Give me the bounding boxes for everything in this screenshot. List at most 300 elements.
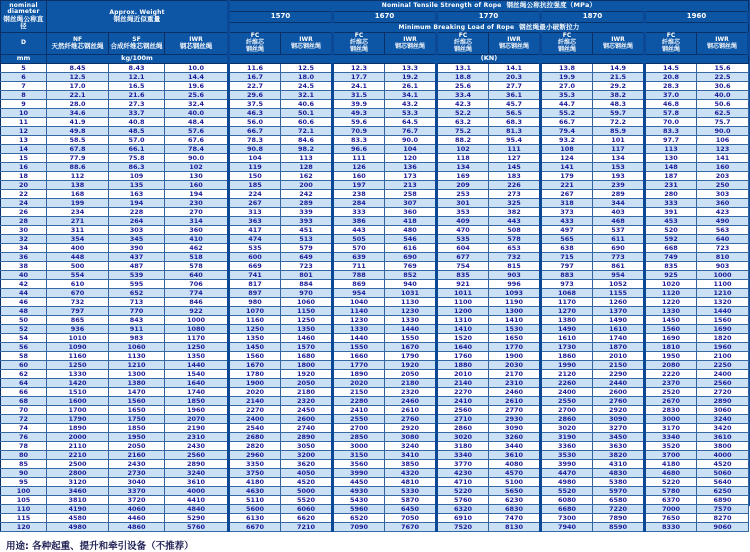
cell-value: 3770 <box>437 460 489 469</box>
table-row <box>1 91 749 100</box>
cell-value: 41.9 <box>47 118 109 127</box>
cell-diameter: 95 <box>1 478 47 487</box>
cell-value: 1750 <box>109 415 165 424</box>
cell-value: 711 <box>333 262 385 271</box>
cell-value: 1560 <box>645 325 697 334</box>
cell-value: 1080 <box>165 325 229 334</box>
cell-value: 903 <box>697 262 749 271</box>
cell-value: 546 <box>385 235 437 244</box>
cell-diameter: 85 <box>1 460 47 469</box>
cell-value: 72.1 <box>281 127 333 136</box>
cell-value: 1730 <box>541 343 593 352</box>
table-row <box>1 145 749 154</box>
cell-value: 360 <box>165 226 229 235</box>
cell-value: 280 <box>645 190 697 199</box>
cell-value: 1640 <box>437 343 489 352</box>
cell-diameter: 16 <box>1 163 47 172</box>
cell-value: 4840 <box>165 505 229 514</box>
cell-value: 2540 <box>229 424 281 433</box>
cell-value: 1100 <box>697 280 749 289</box>
cell-value: 14.1 <box>489 64 541 73</box>
cell-diameter: 5 <box>1 64 47 73</box>
cell-value: 32.1 <box>281 91 333 100</box>
table-row <box>1 343 749 352</box>
cell-value: 1052 <box>593 280 645 289</box>
cell-diameter: 40 <box>1 271 47 280</box>
cell-value: 1060 <box>281 298 333 307</box>
cell-value: 1330 <box>47 370 109 379</box>
cell-value: 616 <box>385 244 437 253</box>
cell-value: 10.0 <box>165 64 229 73</box>
cell-value: 797 <box>541 262 593 271</box>
cell-value: 5650 <box>489 487 541 496</box>
cell-value: 37.5 <box>229 100 281 109</box>
band-tensile-strength <box>229 1 749 12</box>
cell-value: 1380 <box>541 316 593 325</box>
cell-value: 393 <box>281 217 333 226</box>
cell-value: 563 <box>697 226 749 235</box>
cell-value: 6080 <box>541 496 593 505</box>
cell-value: 25.6 <box>165 91 229 100</box>
cell-value: 55.2 <box>541 109 593 118</box>
cell-value: 68.3 <box>489 118 541 127</box>
cell-value: 2070 <box>165 415 229 424</box>
cell-value: 6320 <box>437 505 489 514</box>
cell-value: 46.8 <box>645 100 697 109</box>
cell-value: 318 <box>541 199 593 208</box>
cell-value: 48.3 <box>593 100 645 109</box>
label: 钢丝绳 <box>349 45 368 53</box>
cell-value: 715 <box>541 253 593 262</box>
cell-value: 83.3 <box>645 127 697 136</box>
cell-value: 267 <box>229 199 281 208</box>
cell-value: 162 <box>281 172 333 181</box>
cell-value: 1530 <box>489 325 541 334</box>
label: SF <box>132 35 141 43</box>
cell-value: 1850 <box>165 397 229 406</box>
table-row <box>1 253 749 262</box>
cell-value: 96.6 <box>333 145 385 154</box>
table-row <box>1 496 749 505</box>
cell-value: 6620 <box>281 514 333 523</box>
cell-value: 169 <box>437 172 489 181</box>
table-row <box>1 118 749 127</box>
cell-value: 3050 <box>281 442 333 451</box>
cell-value: 2710 <box>437 415 489 424</box>
cell-value: 18.8 <box>437 73 489 82</box>
cell-value: 160 <box>333 172 385 181</box>
cell-value: 303 <box>697 190 749 199</box>
table-row <box>1 100 749 109</box>
col-header-nominal-diameter <box>1 1 47 33</box>
cell-value: 29.2 <box>593 82 645 91</box>
table-row <box>1 208 749 217</box>
cell-value: 66.7 <box>229 127 281 136</box>
cell-value: 448 <box>47 253 109 262</box>
cell-diameter: 76 <box>1 433 47 442</box>
cell-value: 70.0 <box>645 118 697 127</box>
cell-value: 1650 <box>109 406 165 415</box>
cell-value: 2100 <box>697 352 749 361</box>
cell-value: 443 <box>489 217 541 226</box>
cell-value: 4000 <box>697 451 749 460</box>
table-row <box>1 397 749 406</box>
cell-value: 1170 <box>165 334 229 343</box>
cell-value: 2700 <box>333 424 385 433</box>
cell-value: 34.1 <box>385 91 437 100</box>
cell-value: 2700 <box>541 406 593 415</box>
cell-value: 2720 <box>697 388 749 397</box>
cell-value: 48.5 <box>109 127 165 136</box>
cell-value: 4570 <box>489 469 541 478</box>
cell-value: 1250 <box>229 325 281 334</box>
cell-value: 7520 <box>437 523 489 532</box>
cell-value: 24.1 <box>333 82 385 91</box>
cell-value: 3000 <box>333 442 385 451</box>
cell-value: 2520 <box>645 388 697 397</box>
cell-value: 168 <box>47 190 109 199</box>
cell-value: 578 <box>489 235 541 244</box>
cell-value: 8590 <box>593 523 645 532</box>
cell-diameter: 6 <box>1 73 47 82</box>
cell-value: 8270 <box>697 514 749 523</box>
cell-value: 1150 <box>281 307 333 316</box>
cell-value: 1740 <box>593 334 645 343</box>
cell-value: 19.9 <box>541 73 593 82</box>
cell-value: 148 <box>645 163 697 172</box>
strength-1770: 1770 <box>437 12 541 23</box>
cell-value: 7300 <box>541 514 593 523</box>
cell-value: 118 <box>437 154 489 163</box>
cell-value: 2370 <box>645 379 697 388</box>
cell-value: 6680 <box>541 505 593 514</box>
label: 纤维芯 <box>453 39 472 47</box>
table-row <box>1 244 749 253</box>
strength-1570: 1570 <box>229 12 333 23</box>
cell-value: 22.1 <box>47 91 109 100</box>
col-header-d <box>1 33 47 55</box>
cell-value: 2430 <box>165 442 229 451</box>
cell-value: 307 <box>385 199 437 208</box>
cell-value: 433 <box>541 217 593 226</box>
cell-value: 7890 <box>593 514 645 523</box>
cell-value: 9060 <box>697 523 749 532</box>
cell-value: 4060 <box>109 505 165 514</box>
cell-value: 27.7 <box>489 82 541 91</box>
cell-value: 1690 <box>645 334 697 343</box>
cell-value: 7940 <box>541 523 593 532</box>
cell-value: 2920 <box>593 406 645 415</box>
cell-value: 273 <box>489 190 541 199</box>
cell-value: 2050 <box>281 379 333 388</box>
cell-value: 2270 <box>229 406 281 415</box>
cell-diameter: 26 <box>1 208 47 217</box>
label: 钢芯钢丝绳 <box>707 42 738 50</box>
cell-value: 4520 <box>281 478 333 487</box>
cell-diameter: 52 <box>1 325 47 334</box>
cell-value: 163 <box>109 190 165 199</box>
cell-value: 4460 <box>109 514 165 523</box>
cell-value: 64.5 <box>385 118 437 127</box>
cell-value: 480 <box>385 226 437 235</box>
cell-value: 33.7 <box>109 109 165 118</box>
cell-value: 769 <box>385 262 437 271</box>
cell-value: 2190 <box>165 424 229 433</box>
cell-value: 1800 <box>281 361 333 370</box>
cell-value: 2800 <box>47 469 109 478</box>
cell-diameter: 50 <box>1 316 47 325</box>
cell-value: 1560 <box>109 397 165 406</box>
cell-diameter: 32 <box>1 235 47 244</box>
cell-value: 1011 <box>437 289 489 298</box>
cell-value: 490 <box>697 217 749 226</box>
cell-value: 20.3 <box>489 73 541 82</box>
cell-value: 1450 <box>229 343 281 352</box>
cell-value: 1070 <box>229 307 281 316</box>
col-header-iwr-1770 <box>489 33 541 55</box>
cell-value: 6890 <box>697 496 749 505</box>
cell-value: 1870 <box>593 343 645 352</box>
cell-value: 706 <box>165 280 229 289</box>
cell-value: 14.5 <box>645 64 697 73</box>
strength-1960: 1960 <box>645 12 749 23</box>
cell-value: 12.5 <box>281 64 333 73</box>
cell-value: 1210 <box>697 289 749 298</box>
label: FC <box>250 32 260 40</box>
cell-value: 649 <box>281 253 333 262</box>
cell-value: 4410 <box>165 496 229 505</box>
cell-value: 417 <box>229 226 281 235</box>
cell-value: 1320 <box>697 298 749 307</box>
cell-value: 3020 <box>541 424 593 433</box>
cell-value: 194 <box>109 199 165 208</box>
cell-diameter: 54 <box>1 334 47 343</box>
cell-value: 3810 <box>47 496 109 505</box>
cell-value: 2310 <box>165 433 229 442</box>
label: 钢芯钢丝绳 <box>179 42 213 51</box>
label: Minimum Breaking Load of Rope 钢丝绳最小破断拉力 <box>398 22 580 31</box>
cell-value: 200 <box>281 181 333 190</box>
cell-value: 150 <box>229 172 281 181</box>
label: 钢丝绳 <box>557 45 576 53</box>
cell-value: 14.4 <box>165 73 229 82</box>
cell-value: 670 <box>47 289 109 298</box>
cell-diameter: 42 <box>1 280 47 289</box>
cell-value: 7000 <box>645 505 697 514</box>
col-header-fc-1870 <box>541 33 593 55</box>
cell-value: 3410 <box>385 451 437 460</box>
band-breaking-load <box>229 23 749 33</box>
cell-value: 723 <box>281 262 333 271</box>
cell-value: 810 <box>697 253 749 262</box>
col-header-iwr-weight <box>165 33 229 55</box>
cell-value: 3530 <box>541 451 593 460</box>
cell-diameter: 38 <box>1 262 47 271</box>
cell-value: 846 <box>165 298 229 307</box>
cell-value: 127 <box>489 154 541 163</box>
label: IWR <box>611 35 625 43</box>
cell-value: 801 <box>281 271 333 280</box>
cell-value: 2850 <box>333 433 385 442</box>
cell-value: 8330 <box>645 523 697 532</box>
table-row <box>1 442 749 451</box>
cell-value: 123 <box>697 145 749 154</box>
cell-value: 403 <box>593 208 645 217</box>
cell-diameter: 60 <box>1 361 47 370</box>
cell-value: 1093 <box>489 289 541 298</box>
cell-value: 1950 <box>109 433 165 442</box>
cell-value: 579 <box>281 244 333 253</box>
table-row <box>1 127 749 136</box>
cell-value: 690 <box>385 253 437 262</box>
cell-value: 173 <box>385 172 437 181</box>
cell-value: 339 <box>281 208 333 217</box>
cell-value: 5960 <box>333 505 385 514</box>
table-row <box>1 451 749 460</box>
cell-value: 250 <box>697 181 749 190</box>
cell-value: 90.0 <box>385 136 437 145</box>
table-row <box>1 325 749 334</box>
cell-value: 2560 <box>165 451 229 460</box>
cell-value: 911 <box>109 325 165 334</box>
cell-value: 104 <box>229 154 281 163</box>
cell-value: 66.7 <box>541 118 593 127</box>
cell-value: 770 <box>109 307 165 316</box>
cell-value: 83.3 <box>333 136 385 145</box>
cell-value: 3990 <box>541 460 593 469</box>
cell-value: 1670 <box>229 361 281 370</box>
cell-value: 1230 <box>385 307 437 316</box>
cell-value: 3460 <box>47 487 109 496</box>
cell-value: 5220 <box>645 478 697 487</box>
cell-value: 32.4 <box>165 100 229 109</box>
cell-value: 93.2 <box>541 136 593 145</box>
cell-value: 126 <box>333 163 385 172</box>
cell-value: 1560 <box>229 352 281 361</box>
cell-value: 75.2 <box>437 127 489 136</box>
cell-value: 2030 <box>489 361 541 370</box>
cell-diameter: 20 <box>1 181 47 190</box>
cell-value: 22.5 <box>697 73 749 82</box>
cell-value: 21.6 <box>109 91 165 100</box>
cell-value: 1350 <box>229 334 281 343</box>
cell-value: 63.2 <box>437 118 489 127</box>
cell-value: 3020 <box>437 433 489 442</box>
cell-diameter: 44 <box>1 289 47 298</box>
cell-value: 2550 <box>541 397 593 406</box>
cell-value: 861 <box>593 262 645 271</box>
cell-value: 56.0 <box>229 118 281 127</box>
cell-value: 145 <box>489 163 541 172</box>
cell-value: 723 <box>697 244 749 253</box>
cell-value: 1610 <box>541 334 593 343</box>
cell-value: 333 <box>333 208 385 217</box>
cell-value: 3720 <box>109 496 165 505</box>
label: 钢丝绳近似重量 <box>113 15 161 24</box>
table-row <box>1 289 749 298</box>
cell-value: 19.2 <box>385 73 437 82</box>
cell-value: 29.6 <box>229 91 281 100</box>
cell-diameter: 66 <box>1 388 47 397</box>
cell-value: 3080 <box>385 433 437 442</box>
cell-value: 1120 <box>645 289 697 298</box>
cell-value: 7050 <box>385 514 437 523</box>
cell-value: 2920 <box>385 424 437 433</box>
cell-value: 2600 <box>593 388 645 397</box>
cell-value: 313 <box>229 208 281 217</box>
cell-value: 610 <box>47 280 109 289</box>
cell-value: 4320 <box>385 469 437 478</box>
usage-footer <box>0 532 750 552</box>
cell-value: 345 <box>109 235 165 244</box>
cell-value: 443 <box>333 226 385 235</box>
table-row <box>1 469 749 478</box>
table-row <box>1 514 749 523</box>
label: IWR <box>715 35 729 43</box>
cell-value: 2010 <box>437 370 489 379</box>
cell-value: 500 <box>47 262 109 271</box>
table-row <box>1 163 749 172</box>
cell-value: 903 <box>489 271 541 280</box>
cell-value: 4470 <box>541 469 593 478</box>
cell-value: 1490 <box>541 325 593 334</box>
label: 钢丝绳 <box>661 45 680 53</box>
cell-value: 3420 <box>697 424 749 433</box>
cell-value: 1300 <box>489 307 541 316</box>
cell-value: 1410 <box>437 325 489 334</box>
cell-value: 2150 <box>593 361 645 370</box>
unit-mm: mm <box>1 55 47 64</box>
cell-value: 226 <box>489 181 541 190</box>
cell-value: 1570 <box>281 343 333 352</box>
cell-value: 1040 <box>333 298 385 307</box>
cell-value: 81.3 <box>489 127 541 136</box>
cell-value: 1068 <box>541 289 593 298</box>
cell-value: 78.3 <box>229 136 281 145</box>
cell-value: 19.6 <box>165 82 229 91</box>
cell-value: 3610 <box>697 433 749 442</box>
cell-value: 3150 <box>333 451 385 460</box>
cell-value: 508 <box>489 226 541 235</box>
cell-value: 199 <box>47 199 109 208</box>
cell-value: 1130 <box>385 298 437 307</box>
cell-value: 58.5 <box>47 136 109 145</box>
cell-value: 230 <box>165 199 229 208</box>
cell-value: 183 <box>489 172 541 181</box>
cell-value: 996 <box>489 280 541 289</box>
cell-value: 203 <box>697 172 749 181</box>
cell-value: 505 <box>333 235 385 244</box>
cell-diameter: 70 <box>1 406 47 415</box>
cell-value: 6450 <box>385 505 437 514</box>
table-row <box>1 235 749 244</box>
label: 钢丝绳公称直径 <box>3 14 44 31</box>
cell-value: 224 <box>229 190 281 199</box>
label: 纤维芯 <box>661 39 680 47</box>
cell-value: 639 <box>333 253 385 262</box>
cell-value: 1780 <box>229 370 281 379</box>
cell-value: 3520 <box>645 442 697 451</box>
cell-value: 314 <box>165 217 229 226</box>
cell-value: 2740 <box>281 424 333 433</box>
cell-value: 1520 <box>437 334 489 343</box>
cell-value: 11.6 <box>229 64 281 73</box>
table-header <box>1 1 749 64</box>
cell-value: 194 <box>165 190 229 199</box>
spec-table-body <box>1 64 749 532</box>
cell-value: 3990 <box>333 469 385 478</box>
cell-value: 1440 <box>165 361 229 370</box>
